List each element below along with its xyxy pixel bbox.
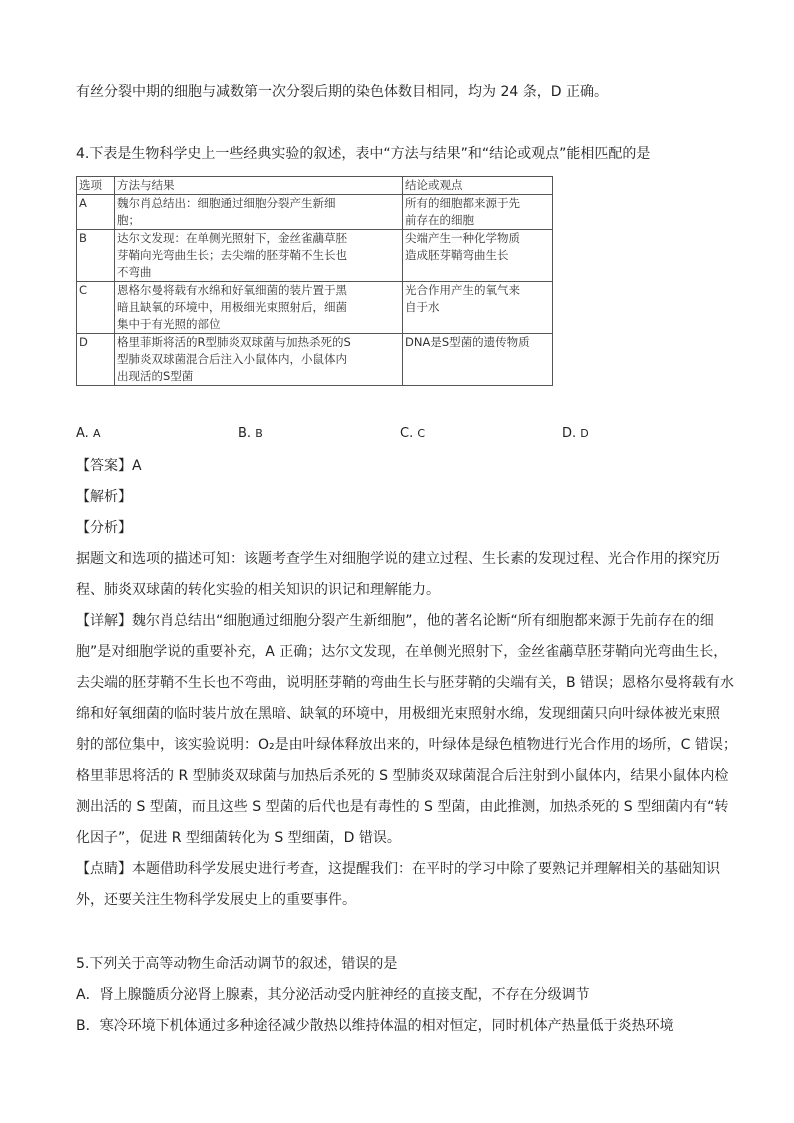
detail-line: 绵和好氧细菌的临时装片放在黑暗、缺氧的环境中，用极细光束照射水绵，发现细菌只向叶绿体被光束照 [76, 706, 720, 722]
detail-line: 化因子”，促进 R 型细菌转化为 S 型细菌，D 错误。 [76, 830, 401, 846]
header-option: 选项 [77, 177, 115, 195]
detail-line: 射的部位集中，该实验说明：O₂是由叶绿体释放出来的，叶绿体是绿色植物进行光合作用的场所，C 错误； [76, 737, 737, 753]
cell-line: 胞； [117, 213, 140, 227]
option-value: C [417, 427, 426, 440]
option-value: B [255, 427, 263, 440]
question-5-option: B．寒冷环境下机体通过多种途径减少散热以维持体温的相对恒定，同时机体产热量低于炎热环境 [76, 1018, 674, 1034]
fenxi-line: 程、肺炎双球菌的转化实验的相关知识的识记和理解能力。 [76, 582, 440, 598]
fenxi-line: 据题文和选项的描述可知：该题考查学生对细胞学说的建立过程、生长素的发现过程、光合作用的探究历 [76, 551, 720, 567]
question-4-stem: 4.下表是生物科学史上一些经典实验的叙述，表中“方法与结果”和“结论或观点”能相匹配的是 [76, 146, 651, 162]
table-row [77, 282, 553, 334]
detail-line: 格里菲思将活的 R 型肺炎双球菌与加热后杀死的 S 型肺炎双球菌混合后注射到小鼠体内，结果小鼠体内检 [76, 768, 729, 784]
row-conclusion [403, 282, 553, 334]
table-header-row [77, 177, 553, 195]
option-label: A. [76, 426, 89, 441]
row-conclusion [403, 230, 553, 282]
answer-line: 【答案】A [76, 458, 142, 474]
header-conclusion: 结论或观点 [403, 177, 553, 195]
row-method [115, 282, 403, 334]
row-option: D [77, 334, 115, 386]
row-option: C [77, 282, 115, 334]
option-b [238, 426, 263, 441]
row-method [115, 230, 403, 282]
cell-line: 造成胚芽鞘弯曲生长 [405, 248, 509, 262]
option-label: B. [238, 426, 252, 441]
detail-line: 【详解】魏尔肖总结出“细胞通过细胞分裂产生新细胞”，他的著名论断“所有细胞都来源于先前存在的细 [76, 613, 714, 629]
header-method: 方法与结果 [115, 177, 403, 195]
cell-line: 集中于有光照的部位 [117, 317, 221, 331]
intro-line: 有丝分裂中期的细胞与减数第一次分裂后期的染色体数目相同，均为 24 条，D 正确。 [76, 84, 608, 100]
table-row [77, 334, 553, 386]
comment-line: 外，还要关注生物科学发展史上的重要事件。 [76, 892, 356, 908]
cell-line: 芽鞘向光弯曲生长；去尖端的胚芽鞘不生长也 [117, 248, 347, 262]
cell-line: 所有的细胞都来源于先 [405, 196, 520, 210]
row-method [115, 334, 403, 386]
row-conclusion [403, 334, 553, 386]
option-a [76, 426, 100, 441]
fenxi-title: 【分析】 [76, 520, 132, 536]
option-label: C. [400, 426, 414, 441]
cell-line: 前存在的细胞 [405, 213, 474, 227]
row-option: B [77, 230, 115, 282]
cell-line: 自于水 [405, 300, 440, 314]
option-value: D [580, 427, 589, 440]
cell-line: 魏尔肖总结出：细胞通过细胞分裂产生新细 [117, 196, 336, 210]
cell-line: 型肺炎双球菌混合后注入小鼠体内，小鼠体内 [117, 352, 347, 366]
row-method [115, 195, 403, 230]
detail-line: 测出活的 S 型菌，而且这些 S 型菌的后代也是有毒性的 S 型菌，由此推测，加热杀死的 S 型细菌内有“转 [76, 799, 729, 815]
option-label: D. [562, 426, 577, 441]
row-conclusion [403, 195, 553, 230]
table-row [77, 230, 553, 282]
cell-line: 尖端产生一种化学物质 [405, 231, 520, 245]
detail-line: 去尖端的胚芽鞘不生长也不弯曲，说明胚芽鞘的弯曲生长与胚芽鞘的尖端有关，B 错误；恩格尔曼将载有水 [76, 675, 735, 691]
cell-line: 达尔文发现：在单侧光照射下，金丝雀虉草胚 [117, 231, 347, 245]
cell-line: 不弯曲 [117, 265, 152, 279]
comment-line: 【点睛】本题借助科学发展史进行考查，这提醒我们：在平时的学习中除了要熟记并理解相关的基础知识 [76, 861, 720, 877]
detail-line: 胞”是对细胞学说的重要补充，A 正确；达尔文发现，在单侧光照射下，金丝雀虉草胚芽鞘向光弯曲生长， [76, 644, 728, 660]
cell-line: 出现活的S型菌 [117, 369, 194, 383]
table-row [77, 195, 553, 230]
question-5-stem: 5.下列关于高等动物生命活动调节的叙述，错误的是 [76, 956, 398, 972]
question-5-option: A．肾上腺髓质分泌肾上腺素，其分泌活动受内脏神经的直接支配，不存在分级调节 [76, 987, 590, 1003]
row-option: A [77, 195, 115, 230]
analysis-title: 【解析】 [76, 489, 132, 505]
cell-line: 恩格尔曼将载有水绵和好氧细菌的装片置于黑 [117, 283, 347, 297]
option-c [400, 426, 425, 441]
cell-line: 暗且缺氧的环境中，用极细光束照射后，细菌 [117, 300, 347, 314]
cell-line: 光合作用产生的氧气来 [405, 283, 520, 297]
cell-line: 格里菲斯将活的R型肺炎双球菌与加热杀死的S [117, 335, 351, 349]
option-value: A [92, 427, 101, 440]
experiment-table [76, 176, 553, 386]
cell-line: DNA是S型菌的遗传物质 [405, 335, 530, 349]
option-d [562, 426, 589, 441]
